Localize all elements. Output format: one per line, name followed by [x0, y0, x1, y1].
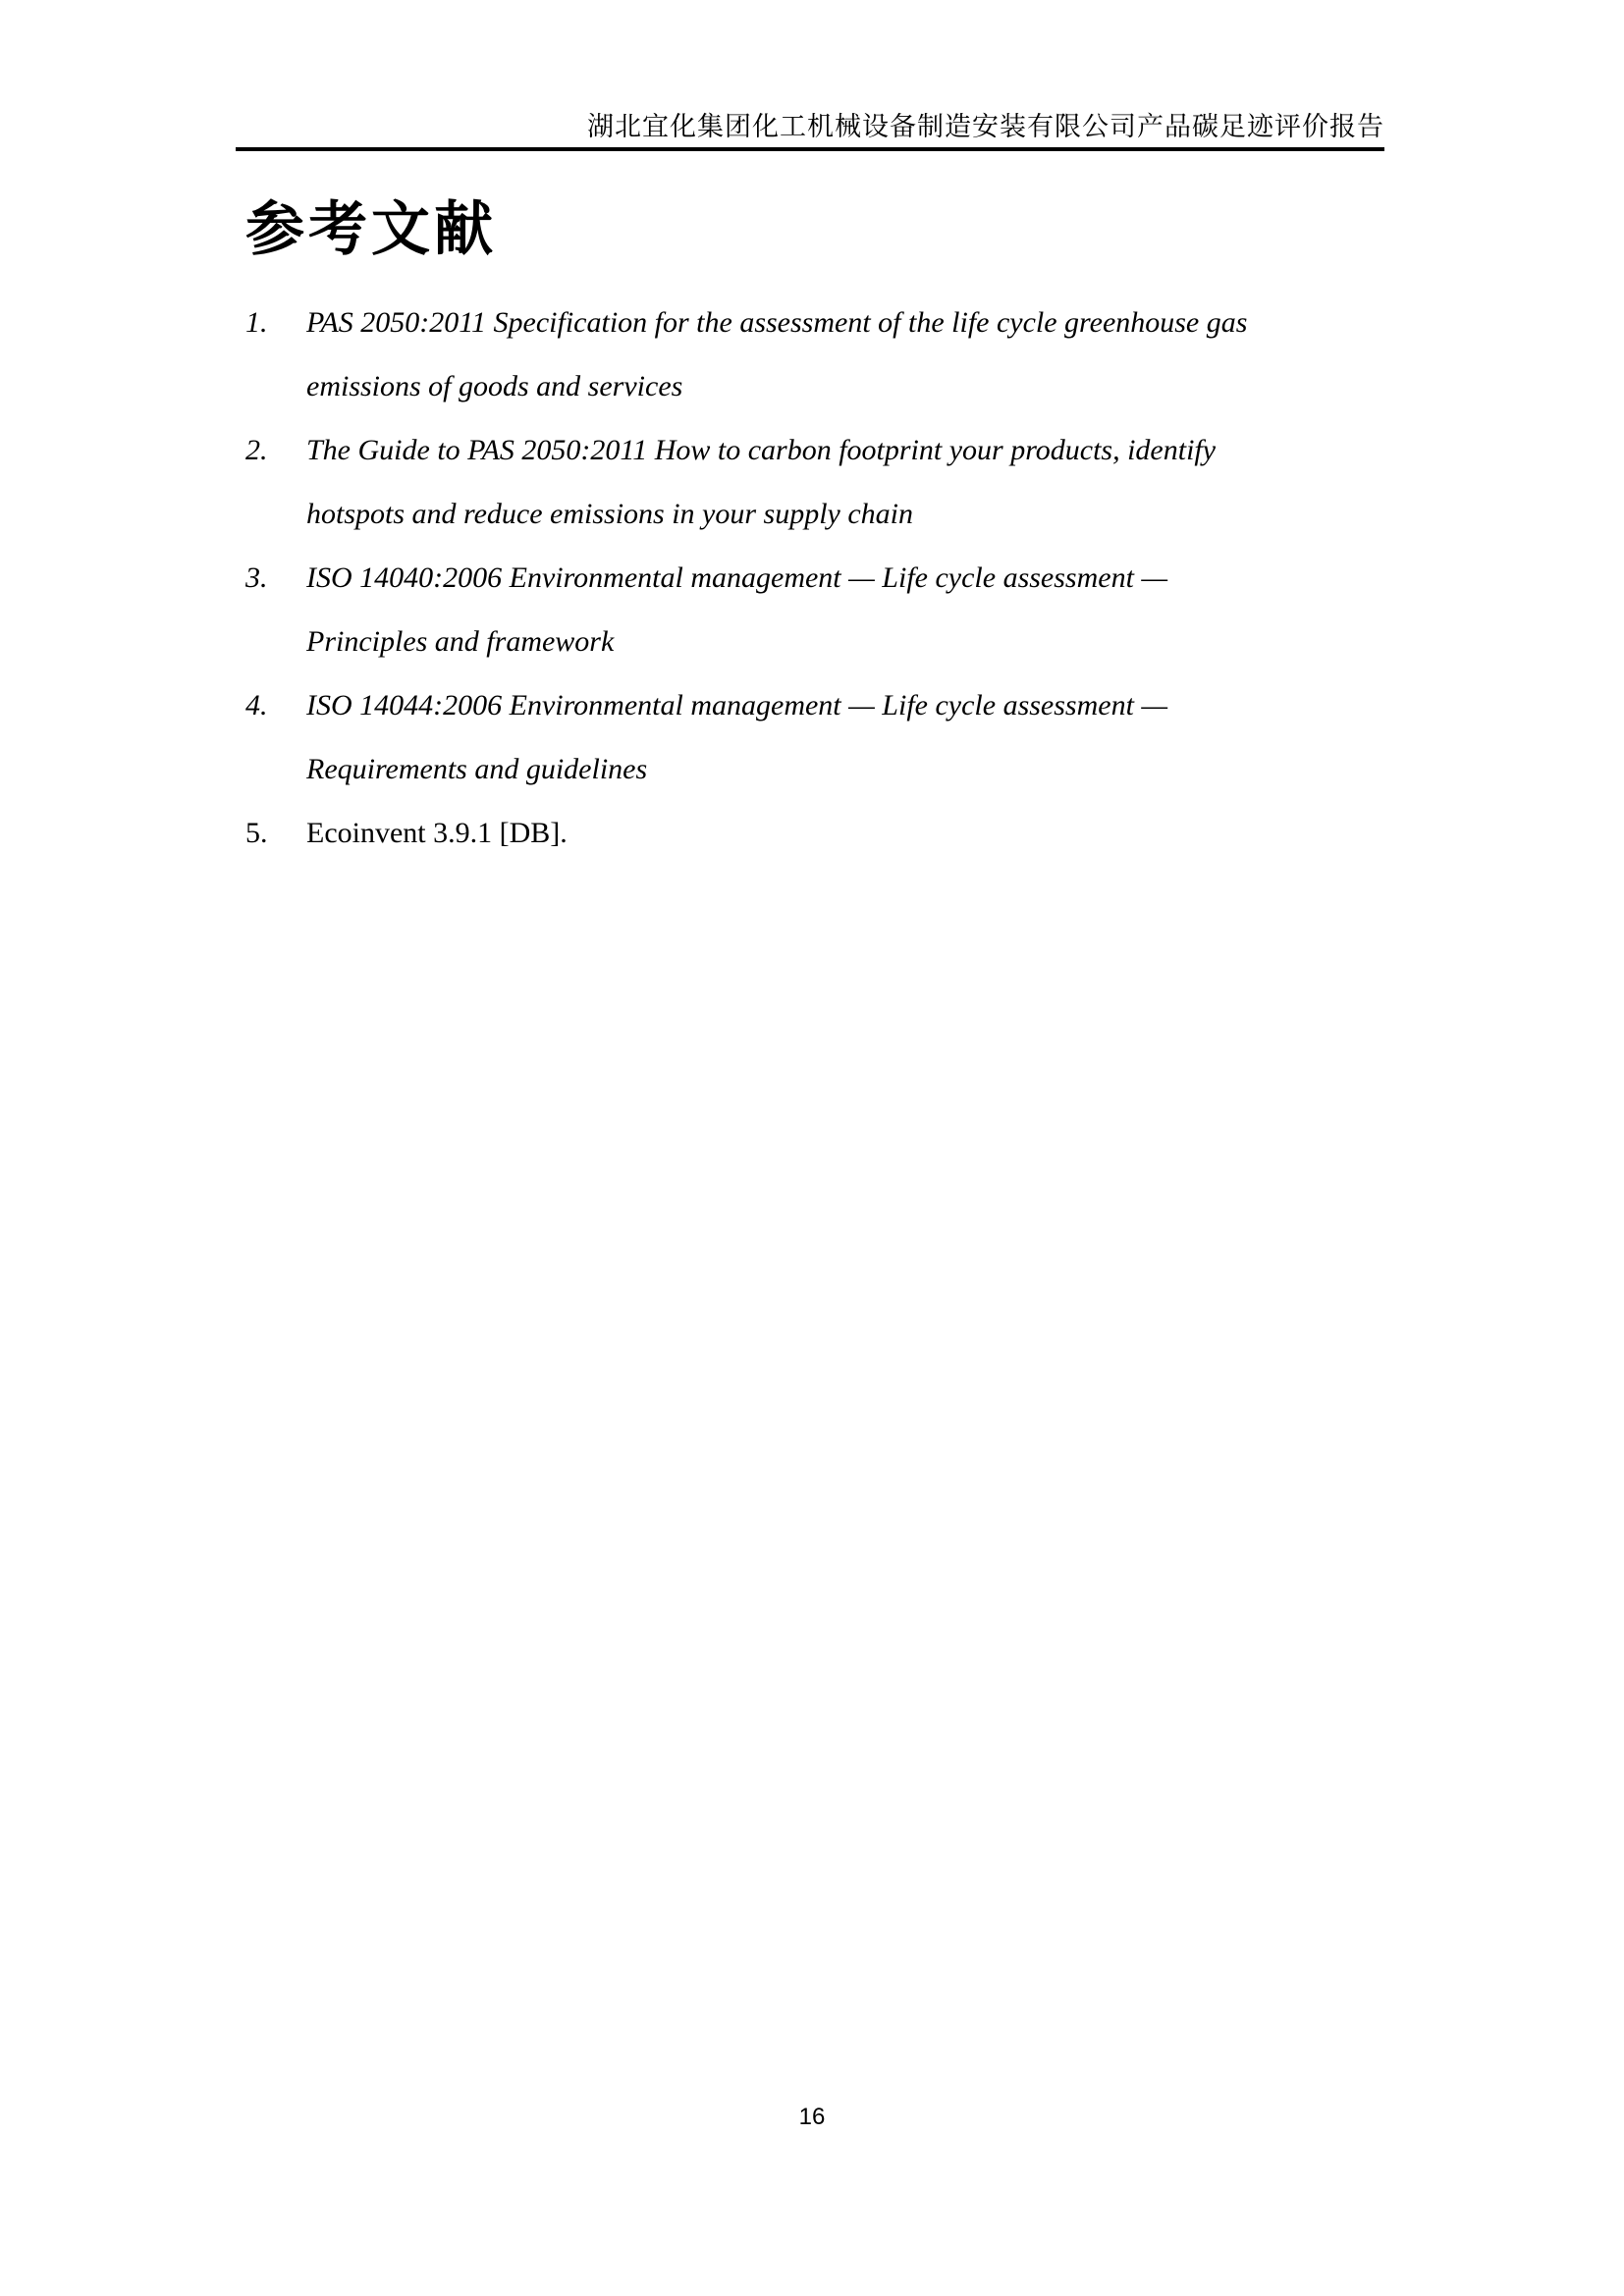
page-header-title: 湖北宜化集团化工机械设备制造安装有限公司产品碳足迹评价报告 — [587, 112, 1384, 141]
reference-line: Requirements and guidelines — [306, 753, 648, 785]
header-divider — [236, 147, 1384, 151]
reference-item — [245, 546, 1394, 673]
reference-line: ISO 14040:2006 Environmental management — Life cycle assessment — — [306, 561, 1168, 594]
reference-number: 3. — [245, 561, 268, 594]
reference-line: The Guide to PAS 2050:2011 How to carbon footprint your products, identify — [306, 434, 1217, 466]
reference-line: ISO 14044:2006 Environmental management — Life cycle assessment — — [306, 689, 1168, 721]
reference-line: PAS 2050:2011 Specification for the assessment of the life cycle greenhouse gas — [306, 306, 1248, 339]
page-number: 16 — [798, 2104, 826, 2130]
reference-line: Principles and framework — [306, 625, 615, 658]
reference-number: 2. — [245, 434, 268, 466]
reference-text — [306, 546, 1394, 673]
reference-text — [306, 291, 1394, 418]
reference-text — [306, 801, 1394, 865]
reference-number: 1. — [245, 306, 268, 339]
reference-number: 4. — [245, 689, 268, 721]
reference-item — [245, 801, 1394, 865]
reference-item — [245, 291, 1394, 418]
page-title: 参考文献 — [245, 196, 497, 262]
reference-list — [245, 291, 1394, 865]
reference-number: 5. — [245, 817, 268, 849]
reference-text — [306, 418, 1394, 546]
reference-item — [245, 673, 1394, 801]
reference-line: emissions of goods and services — [306, 370, 683, 402]
reference-text — [306, 673, 1394, 801]
reference-item — [245, 418, 1394, 546]
reference-line: hotspots and reduce emissions in your supply chain — [306, 498, 914, 530]
reference-line: Ecoinvent 3.9.1 [DB]. — [306, 817, 568, 849]
